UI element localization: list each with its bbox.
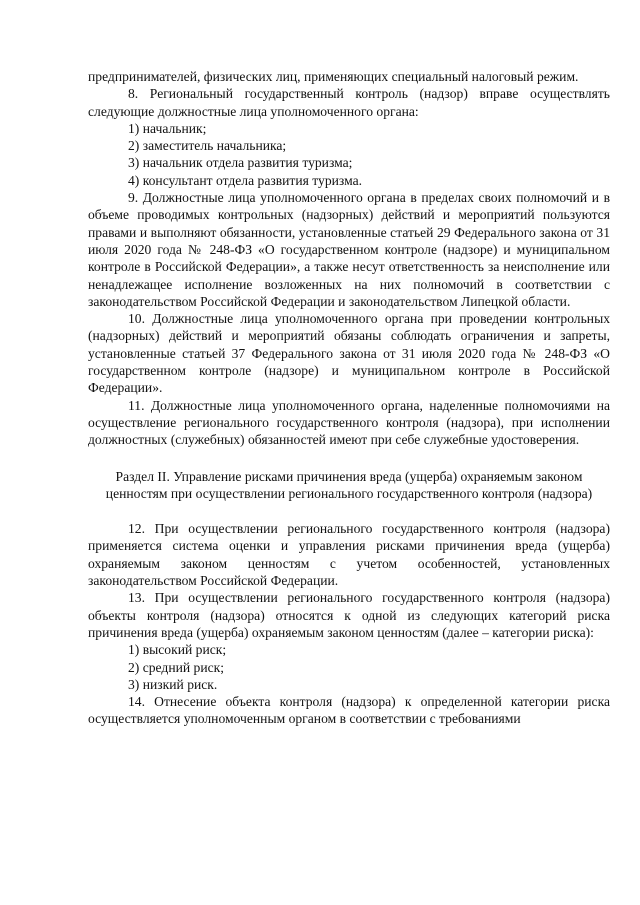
list-item: 3) низкий риск.: [128, 676, 218, 692]
list-item: 1) начальник;: [128, 120, 207, 136]
paragraph-14: 14. Отнесение объекта контроля (надзора) к определенной категории риска осуществляется уполномоченным органом в соответствии с требованиями: [88, 694, 610, 727]
paragraph-10: 10. Должностные лица уполномоченного органа при проведении контрольных (надзорных) действий и мероприятий обязаны соблюдать ограничения и запреты, установленные статьей 37 Федерального закона от 31 июля 2020 года № 248-ФЗ «О государственном контроле (надзоре) и муниципальном контроле в Российской Федерации».: [88, 311, 610, 396]
paragraph-continuation: предпринимателей, физических лиц, применяющих специальный налоговый режим.: [88, 69, 579, 84]
paragraph-8: 8. Региональный государственный контроль (надзор) вправе осуществлять следующие должностные лица уполномоченного органа:: [88, 86, 610, 119]
document-page: [88, 68, 610, 728]
paragraph-9: 9. Должностные лица уполномоченного органа в пределах своих полномочий и в объеме проводимых контрольных (надзорных) действий и мероприятий пользуются правами и выполняют обязанности, установленные статьей 29 Федерального закона от 31 июля 2020 года № 248-ФЗ «О государственном контроле (надзоре) и муниципальном контроле в Российской Федерации», а также несут ответственность за неисполнение или ненадлежащее исполнение возложенных на них полномочий в соответствии с законодательством Российской Федерации и законодательством Липецкой области.: [88, 190, 610, 309]
list-item: 2) заместитель начальника;: [128, 138, 287, 154]
list-item: 3) начальник отдела развития туризма;: [128, 155, 353, 171]
list-item: 1) высокий риск;: [128, 642, 227, 658]
list-item: 2) средний риск;: [128, 659, 225, 675]
paragraph-13: 13. При осуществлении регионального государственного контроля (надзора) объекты контроля (надзора) относятся к одной из следующих категорий риска причинения вреда (ущерба) охраняемым законом ценностям (далее – категории риска):: [88, 590, 610, 640]
list-item: 4) консультант отдела развития туризма.: [128, 172, 363, 188]
section-heading: Раздел II. Управление рисками причинения вреда (ущерба) охраняемым законом ценностям при осуществлении регионального государственного контроля (надзора): [105, 468, 593, 501]
paragraph-12: 12. При осуществлении регионального государственного контроля (надзора) применяется система оценки и управления рисками причинения вреда (ущерба) охраняемым законом ценностям с учетом особенностей, установленных законодательством Российской Федерации.: [88, 521, 610, 589]
paragraph-11: 11. Должностные лица уполномоченного органа, наделенные полномочиями на осуществление регионального государственного контроля (надзора), при исполнении должностных (служебных) обязанностей имеют при себе служебные удостоверения.: [88, 397, 610, 448]
